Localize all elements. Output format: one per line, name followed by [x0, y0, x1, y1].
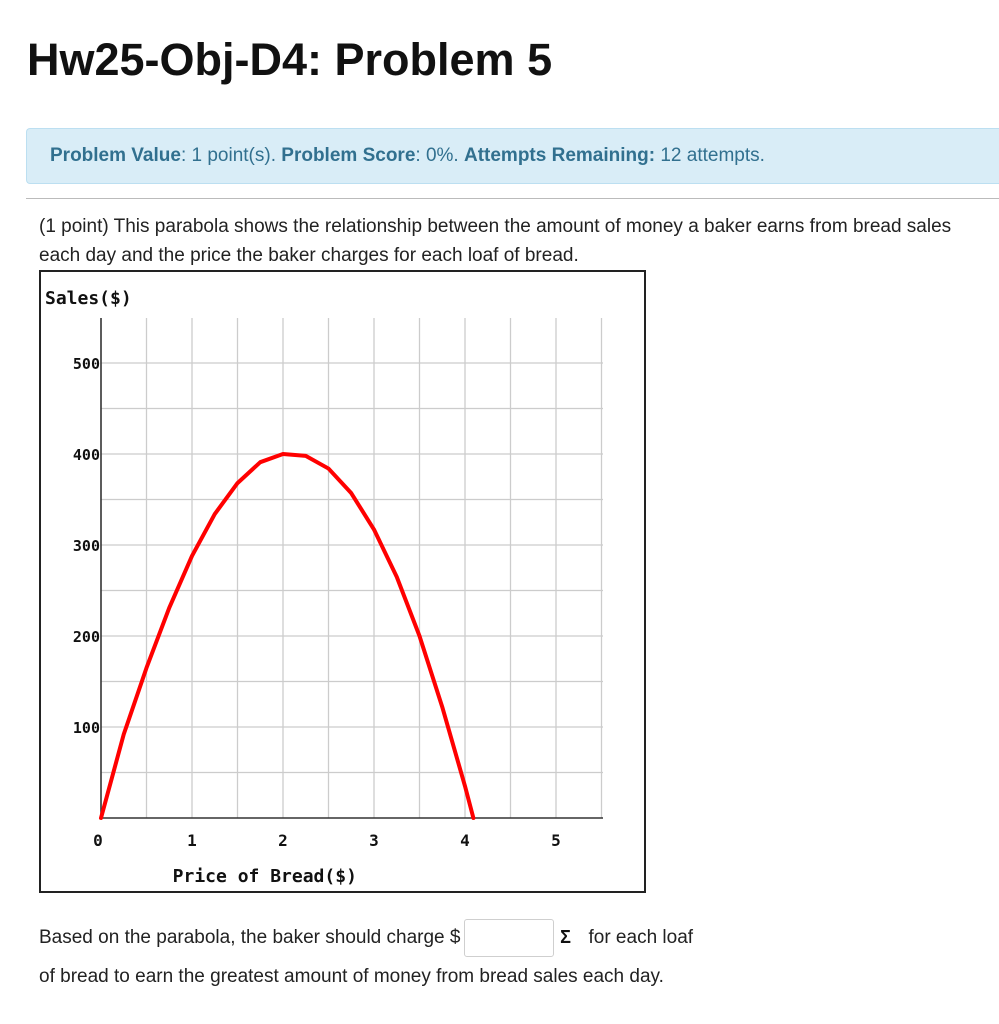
x-tick-label: 4	[460, 831, 470, 850]
problem-statement: (1 point) This parabola shows the relationship between the amount of money a baker earns from bread sales each day and the price the baker charges for each loaf of bread.	[39, 216, 952, 266]
attempts-remaining-label: Attempts Remaining:	[463, 145, 656, 166]
divider	[26, 198, 999, 199]
attempts-remaining-text: 12 attempts.	[660, 145, 765, 166]
y-axis-label: Sales($)	[45, 288, 132, 309]
problem-info-banner	[26, 128, 999, 184]
y-tick-label: 500	[72, 355, 100, 373]
y-tick-label: 200	[72, 628, 100, 646]
problem-value-text: : 1 point(s).	[180, 145, 276, 166]
chart-svg	[41, 272, 644, 891]
answer-suffix-1: for each loaf	[588, 927, 694, 948]
y-tick-label: 100	[72, 719, 100, 737]
x-tick-label: 5	[551, 831, 561, 850]
x-axis-label: Price of Bread($)	[172, 866, 357, 887]
answer-sentence	[39, 918, 979, 996]
problem-score-text: : 0%.	[415, 145, 459, 166]
price-answer-input[interactable]	[464, 919, 554, 957]
x-tick-label: 2	[278, 831, 288, 850]
page-title: Hw25-Obj-D4: Problem 5	[27, 34, 553, 85]
problem-score-label: Problem Score	[281, 145, 416, 166]
parabola-graph	[39, 270, 646, 893]
sigma-icon[interactable]: Σ	[560, 927, 571, 948]
x-tick-label: 0	[93, 831, 103, 850]
x-tick-label: 1	[187, 831, 197, 850]
y-tick-label: 400	[72, 446, 100, 464]
answer-suffix-2: of bread to earn the greatest amount of money from bread sales each day.	[39, 966, 664, 988]
x-tick-label: 3	[369, 831, 379, 850]
y-tick-label: 300	[72, 537, 100, 555]
answer-prefix: Based on the parabola, the baker should charge $	[39, 927, 461, 948]
problem-value-label: Problem Value	[50, 145, 181, 166]
